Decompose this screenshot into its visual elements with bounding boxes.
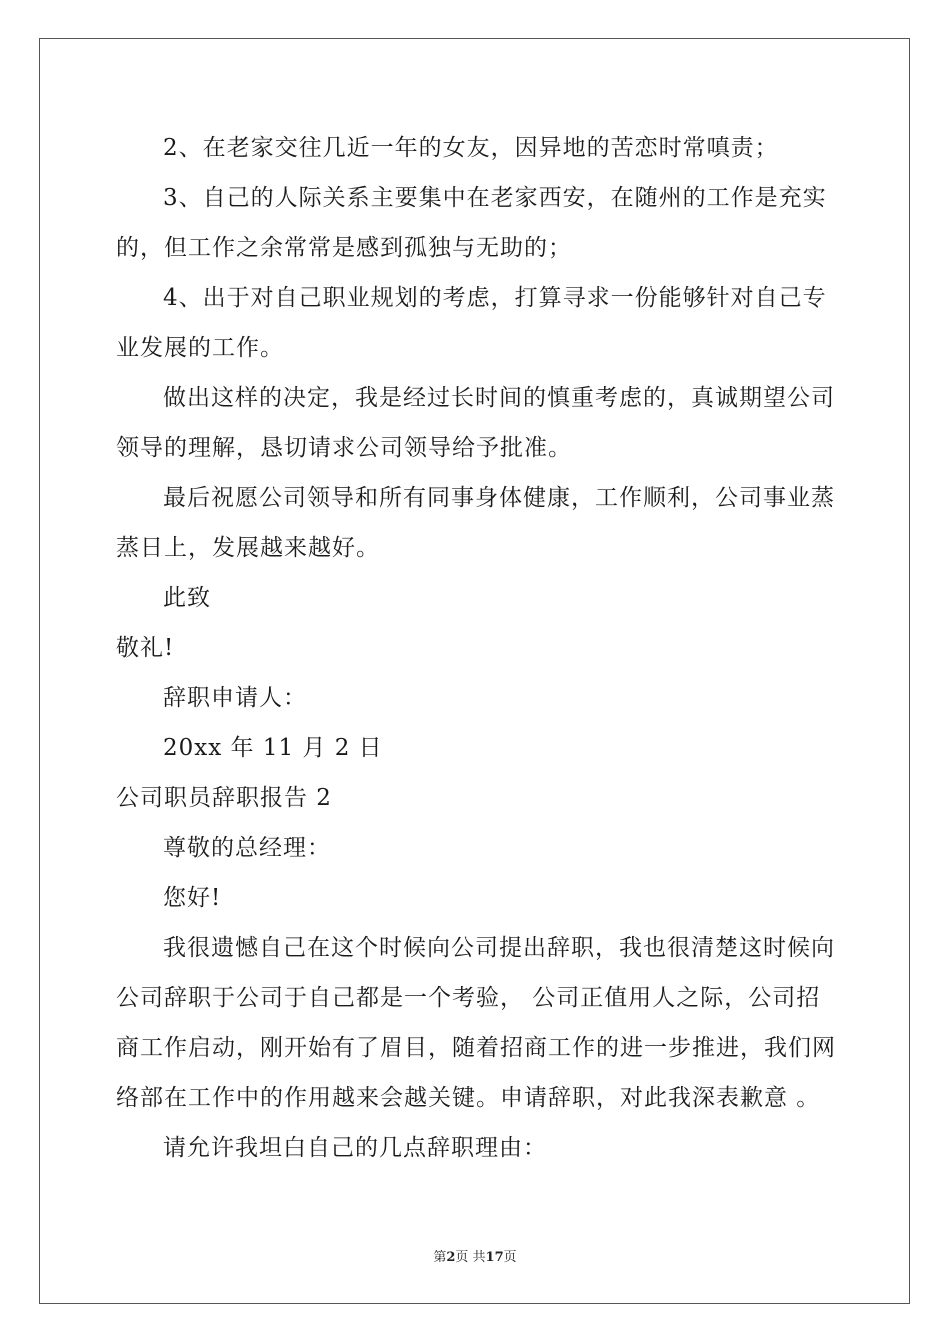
paragraph-line: 公司辞职于公司于自己都是一个考验， 公司正值用人之际，公司招 [116,985,821,1011]
paragraph-line: 2、在老家交往几近一年的女友，因异地的苦恋时常嗔责； [163,135,779,161]
closing-salutation: 此致 [163,585,211,611]
footer-prefix: 第 [433,1250,447,1265]
footer-total-pages: 17 [485,1250,504,1265]
paragraph-line: 做出这样的决定，我是经过长时间的慎重考虑的，真诚期望公司 [163,385,835,411]
paragraph-line: 4、出于对自己职业规划的考虑，打算寻求一份能够针对自己专 [163,285,827,311]
page-border [39,38,910,1304]
date-line: 20xx 年 11 月 2 日 [163,735,383,761]
footer-page-number: 2 [446,1250,456,1265]
section-title: 公司职员辞职报告 2 [116,785,332,811]
greeting-addressee: 尊敬的总经理： [163,835,331,861]
paragraph-line: 业发展的工作。 [116,335,284,361]
signature-label: 辞职申请人： [163,685,307,711]
paragraph-line: 的，但工作之余常常是感到孤独与无助的； [116,235,572,261]
paragraph-line: 3、自己的人际关系主要集中在老家西安，在随州的工作是充实 [163,185,827,211]
closing-regards: 敬礼! [116,635,175,661]
paragraph-line: 络部在工作中的作用越来会越关键。申请辞职，对此我深表歉意 。 [116,1085,821,1111]
paragraph-line: 领导的理解，恳切请求公司领导给予批准。 [116,435,572,461]
footer-mid: 页 共 [455,1250,486,1265]
paragraph-line: 最后祝愿公司领导和所有同事身体健康，工作顺利，公司事业蒸 [163,485,835,511]
footer-suffix: 页 [503,1250,517,1265]
paragraph-line: 商工作启动，刚开始有了眉目，随着招商工作的进一步推进，我们网 [116,1035,836,1061]
greeting: 您好! [163,885,222,911]
paragraph-line: 我很遗憾自己在这个时候向公司提出辞职，我也很清楚这时候向 [163,935,835,961]
paragraph-line: 蒸日上，发展越来越好。 [116,535,380,561]
paragraph-line: 请允许我坦白自己的几点辞职理由： [163,1135,547,1161]
page-footer [0,1246,950,1265]
